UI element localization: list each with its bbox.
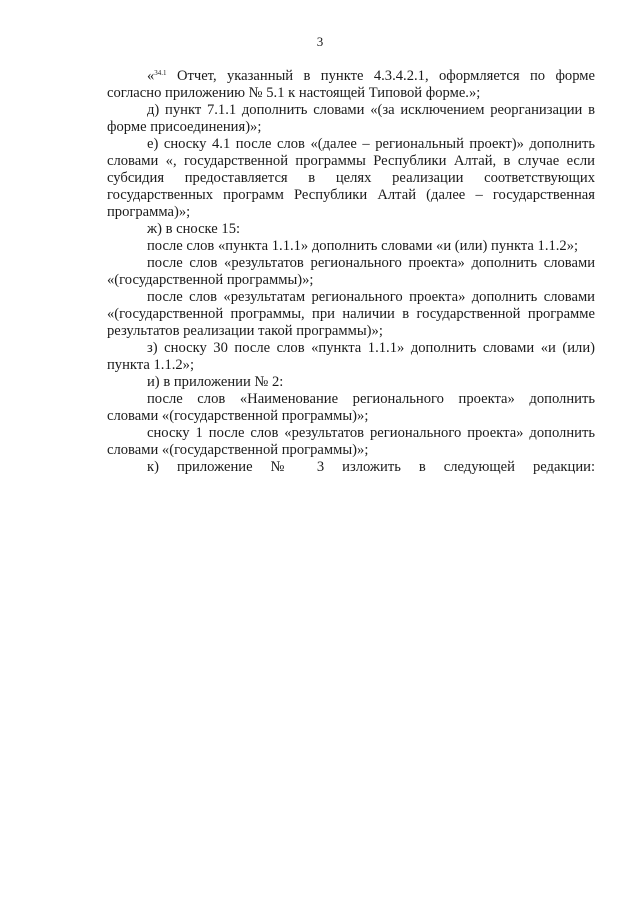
- open-quote: «: [147, 68, 155, 84]
- paragraph-footnote-34-1: [107, 68, 595, 102]
- paragraph-z: з) сноску 30 после слов «пункта 1.1.1» дополнить словами «и (или) пункта 1.1.2»;: [107, 340, 595, 373]
- paragraph-zh-3: после слов «результатам регионального проекта» дополнить словами «(государственной программы, при наличии в государственной программе результатов реализации такой программы)»;: [107, 289, 595, 339]
- paragraph-zh-1: после слов «пункта 1.1.1» дополнить словами «и (или) пункта 1.1.2»;: [147, 238, 579, 254]
- paragraph-i-1: после слов «Наименование регионального проекта» дополнить словами «(государственной программы)»;: [107, 391, 595, 424]
- document-body: [107, 68, 595, 476]
- paragraph-e: е) сноску 4.1 после слов «(далее – региональный проект)» дополнить словами «, государственной программы Республики Алтай, в случае если субсидия предоставляется в целях реализации соответствующих государственных программ Республики Алтай (далее – государственная программа)»;: [107, 136, 595, 220]
- paragraph-zh-2: после слов «результатов регионального проекта» дополнить словами «(государственной программы)»;: [107, 255, 595, 288]
- paragraph-zh: ж) в сноске 15:: [147, 221, 241, 237]
- paragraph-text: Отчет, указанный в пункте 4.3.4.2.1, оформляется по форме согласно приложению № 5.1 к настоящей Типовой форме.»;: [107, 68, 595, 101]
- paragraph-d: д) пункт 7.1.1 дополнить словами «(за исключением реорганизации в форме присоединения)»;: [107, 102, 595, 135]
- paragraph-k: к) приложение № 3 изложить в следующей редакции:: [147, 459, 595, 475]
- paragraph-i-2: сноску 1 после слов «результатов регионального проекта» дополнить словами «(государственной программы)»;: [107, 425, 595, 458]
- footnote-mark: 34.1: [154, 69, 167, 77]
- page-number: 3: [316, 34, 324, 49]
- paragraph-i: и) в приложении № 2:: [147, 374, 284, 390]
